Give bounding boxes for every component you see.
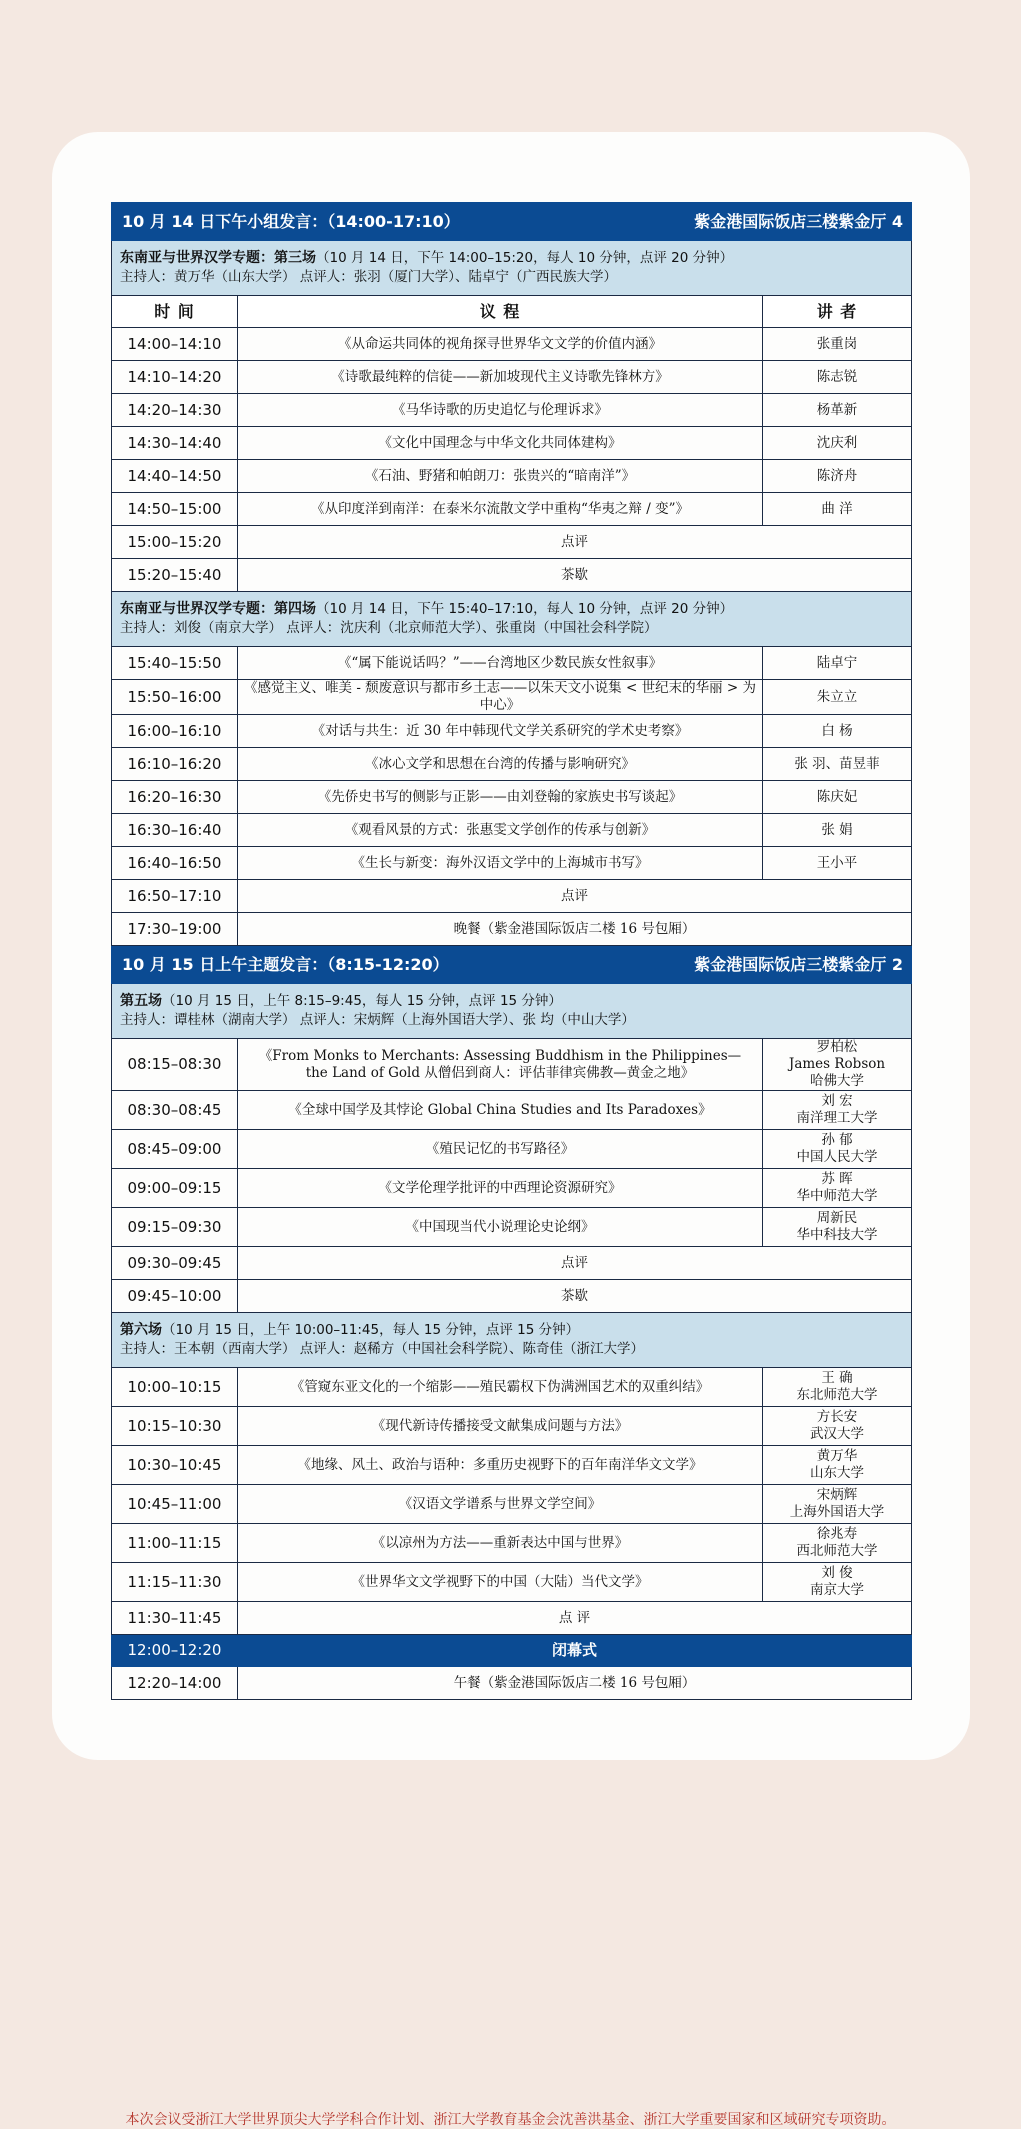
row-talk: 《现代新诗传播接受文献集成问题与方法》 <box>238 1407 763 1446</box>
schedule-row <box>112 1524 912 1563</box>
session-hosts: 主持人：王本朝（西南大学） 点评人：赵稀方（中国社会科学院）、陈奇佳（浙江大学） <box>120 1341 645 1357</box>
schedule-row <box>112 847 912 880</box>
row-talk: 《马华诗歌的历史追忆与伦理诉求》 <box>238 394 763 427</box>
column-speaker: 讲 者 <box>763 296 912 328</box>
row-talk: 《感觉主义、唯美 - 颓废意识与都市乡土志——以朱天文小说集 < 世纪末的华丽 > 为中心》 <box>238 680 763 715</box>
session-header <box>112 241 912 296</box>
schedule-row <box>112 1368 912 1407</box>
row-time: 16:00–16:10 <box>112 715 238 748</box>
row-talk <box>238 1039 763 1091</box>
row-time: 08:30–08:45 <box>112 1091 238 1130</box>
row-speaker: 张 羽、苗昱菲 <box>763 748 912 781</box>
day-title: 10 月 14 日下午小组发言：（14:00-17:10） <box>122 212 460 231</box>
row-speaker: 张 娟 <box>763 814 912 847</box>
row-time: 16:30–16:40 <box>112 814 238 847</box>
schedule-row <box>112 880 912 913</box>
row-speaker <box>763 1485 912 1524</box>
schedule-row <box>112 328 912 361</box>
row-talk: 《汉语文学谱系与世界文学空间》 <box>238 1485 763 1524</box>
row-talk: 闭幕式 <box>238 1635 912 1667</box>
row-time: 09:45–10:00 <box>112 1280 238 1313</box>
day-header <box>112 203 912 241</box>
row-speaker <box>763 1524 912 1563</box>
speaker-line: 周新民 <box>816 1210 858 1226</box>
row-talk: 《从印度洋到南洋：在泰米尔流散文学中重构“华夷之辩 / 变”》 <box>238 493 763 526</box>
row-time: 14:40–14:50 <box>112 460 238 493</box>
speaker-line: 苏 晖 <box>821 1171 853 1187</box>
schedule-row <box>112 1091 912 1130</box>
speaker-line: 刘 俊 <box>821 1565 853 1581</box>
closing-row <box>112 1635 912 1667</box>
speaker-line: 王 确 <box>821 1370 853 1386</box>
row-talk: 《先侨史书写的侧影与正影——由刘登翰的家族史书写谈起》 <box>238 781 763 814</box>
row-talk: 《诗歌最纯粹的信徒——新加坡现代主义诗歌先锋林方》 <box>238 361 763 394</box>
speaker-line: 南洋理工大学 <box>796 1110 878 1126</box>
row-time: 15:00–15:20 <box>112 526 238 559</box>
row-speaker: 陈志锐 <box>763 361 912 394</box>
speaker-line: 上海外国语大学 <box>789 1504 885 1520</box>
row-speaker <box>763 1169 912 1208</box>
schedule-row <box>112 526 912 559</box>
schedule-row <box>112 1563 912 1602</box>
row-talk: 《冰心文学和思想在台湾的传播与影响研究》 <box>238 748 763 781</box>
speaker-line: 方长安 <box>816 1409 858 1425</box>
row-time: 14:20–14:30 <box>112 394 238 427</box>
schedule-row <box>112 559 912 592</box>
row-speaker: 王小平 <box>763 847 912 880</box>
row-time: 15:40–15:50 <box>112 647 238 680</box>
row-time: 10:45–11:00 <box>112 1485 238 1524</box>
schedule-row <box>112 748 912 781</box>
row-speaker <box>763 1039 912 1091</box>
row-talk: 《观看风景的方式：张惠雯文学创作的传承与创新》 <box>238 814 763 847</box>
speaker-line: 黄万华 <box>816 1448 858 1464</box>
schedule-row <box>112 427 912 460</box>
speaker-line: 武汉大学 <box>810 1426 864 1442</box>
row-time: 14:30–14:40 <box>112 427 238 460</box>
row-speaker: 杨革新 <box>763 394 912 427</box>
schedule-row <box>112 361 912 394</box>
speaker-line: 罗柏松 <box>816 1039 858 1055</box>
schedule-row <box>112 781 912 814</box>
speaker-line: James Robson <box>788 1056 886 1072</box>
speaker-line: 孙 郁 <box>821 1132 853 1148</box>
row-talk: 午餐（紫金港国际饭店二楼 16 号包厢） <box>238 1667 912 1700</box>
row-talk: 《世界华文文学视野下的中国（大陆）当代文学》 <box>238 1563 763 1602</box>
row-speaker <box>763 1368 912 1407</box>
row-speaker: 白 杨 <box>763 715 912 748</box>
schedule-row <box>112 1208 912 1247</box>
speaker-line: 西北师范大学 <box>796 1543 878 1559</box>
session-hosts: 主持人：谭桂林（湖南大学） 点评人：宋炳辉（上海外国语大学）、张 均（中山大学） <box>120 1012 635 1028</box>
row-talk: 《以凉州为方法——重新表达中国与世界》 <box>238 1524 763 1563</box>
row-time: 12:20–14:00 <box>112 1667 238 1700</box>
speaker-line: 徐兆寿 <box>816 1526 858 1542</box>
day-venue: 紫金港国际饭店三楼紫金厅 2 <box>694 955 904 974</box>
speaker-line: 山东大学 <box>810 1465 864 1481</box>
row-talk: 《殖民记忆的书写路径》 <box>238 1130 763 1169</box>
schedule-row <box>112 1169 912 1208</box>
schedule-row <box>112 460 912 493</box>
row-time: 12:00–12:20 <box>112 1635 238 1667</box>
session-header <box>112 592 912 647</box>
row-talk: 《从命运共同体的视角探寻世界华文文学的价值内涵》 <box>238 328 763 361</box>
row-time: 16:40–16:50 <box>112 847 238 880</box>
schedule-row <box>112 680 912 715</box>
schedule-row <box>112 814 912 847</box>
session-hosts: 主持人：刘俊（南京大学） 点评人：沈庆利（北京师范大学）、张重岗（中国社会科学院） <box>120 620 658 636</box>
session-header <box>112 1313 912 1368</box>
session-title: 第六场 <box>120 1322 162 1338</box>
schedule-row <box>112 1667 912 1700</box>
row-time: 10:00–10:15 <box>112 1368 238 1407</box>
row-talk-line: the Land of Gold 从僧侣到商人：评估菲律宾佛教—黄金之地》 <box>305 1064 695 1081</box>
session-hosts: 主持人：黄万华（山东大学） 点评人：张羽（厦门大学）、陆卓宁（广西民族大学） <box>120 269 618 285</box>
schedule-row <box>112 1602 912 1635</box>
row-time: 08:15–08:30 <box>112 1039 238 1091</box>
session-title: 第五场 <box>120 993 162 1009</box>
row-speaker: 陆卓宁 <box>763 647 912 680</box>
row-speaker: 曲 洋 <box>763 493 912 526</box>
speaker-line: 刘 宏 <box>821 1093 853 1109</box>
row-talk: 晚餐（紫金港国际饭店二楼 16 号包厢） <box>238 913 912 946</box>
row-time: 15:50–16:00 <box>112 680 238 715</box>
schedule-row <box>112 913 912 946</box>
row-time: 14:50–15:00 <box>112 493 238 526</box>
row-time: 10:30–10:45 <box>112 1446 238 1485</box>
speaker-line: 宋炳辉 <box>816 1487 858 1503</box>
row-talk: 点评 <box>238 880 912 913</box>
day-title: 10 月 15 日上午主题发言：（8:15-12:20） <box>122 955 449 974</box>
speaker-line: 南京大学 <box>810 1582 864 1598</box>
row-talk: 《全球中国学及其悖论 Global China Studies and Its Paradoxes》 <box>238 1091 763 1130</box>
session-info: （10 月 14 日，下午 15:40–17:10，每人 10 分钟，点评 20 分钟） <box>316 601 734 617</box>
row-talk: 《石油、野猪和帕朗刀：张贵兴的“暗南洋”》 <box>238 460 763 493</box>
session-info: （10 月 15 日，上午 10:00–11:45，每人 15 分钟，点评 15 分钟） <box>162 1322 580 1338</box>
row-speaker: 张重岗 <box>763 328 912 361</box>
row-time: 09:15–09:30 <box>112 1208 238 1247</box>
row-speaker: 朱立立 <box>763 680 912 715</box>
funding-note: 本次会议受浙江大学世界顶尖大学学科合作计划、浙江大学教育基金会沈善洪基金、浙江大学重要国家和区域研究专项资助。 <box>125 2112 896 2128</box>
session-title: 东南亚与世界汉学专题：第三场 <box>120 250 316 266</box>
speaker-line: 东北师范大学 <box>796 1387 878 1403</box>
row-talk: 茶歇 <box>238 559 912 592</box>
row-time: 10:15–10:30 <box>112 1407 238 1446</box>
row-talk: 茶歇 <box>238 1280 912 1313</box>
session-title: 东南亚与世界汉学专题：第四场 <box>120 601 316 617</box>
column-header-row <box>112 296 912 328</box>
row-talk: 《文学伦理学批评的中西理论资源研究》 <box>238 1169 763 1208</box>
row-talk: 《生长与新变：海外汉语文学中的上海城市书写》 <box>238 847 763 880</box>
row-time: 08:45–09:00 <box>112 1130 238 1169</box>
row-talk: 《中国现当代小说理论史论纲》 <box>238 1208 763 1247</box>
row-speaker <box>763 1130 912 1169</box>
session-header <box>112 984 912 1039</box>
row-talk: 点评 <box>238 1247 912 1280</box>
row-time: 16:10–16:20 <box>112 748 238 781</box>
schedule-row <box>112 647 912 680</box>
row-speaker: 陈庆妃 <box>763 781 912 814</box>
row-time: 09:30–09:45 <box>112 1247 238 1280</box>
schedule-table <box>111 202 912 1700</box>
schedule-row <box>112 1485 912 1524</box>
schedule-row <box>112 1446 912 1485</box>
day-venue: 紫金港国际饭店三楼紫金厅 4 <box>694 212 904 231</box>
schedule-row <box>112 1247 912 1280</box>
speaker-line: 华中科技大学 <box>796 1227 878 1243</box>
speaker-line: 哈佛大学 <box>810 1073 864 1089</box>
row-time: 11:30–11:45 <box>112 1602 238 1635</box>
schedule-row <box>112 1130 912 1169</box>
day-header <box>112 946 912 984</box>
row-talk: 《管窥东亚文化的一个缩影——殖民霸权下伪满洲国艺术的双重纠结》 <box>238 1368 763 1407</box>
row-talk: 《地缘、风土、政治与语种：多重历史视野下的百年南洋华文文学》 <box>238 1446 763 1485</box>
row-talk: 点 评 <box>238 1602 912 1635</box>
row-time: 17:30–19:00 <box>112 913 238 946</box>
schedule-row <box>112 493 912 526</box>
column-time: 时 间 <box>112 296 238 328</box>
row-talk: 点评 <box>238 526 912 559</box>
schedule-row <box>112 1407 912 1446</box>
row-speaker: 沈庆利 <box>763 427 912 460</box>
speaker-line: 中国人民大学 <box>796 1149 878 1165</box>
row-time: 14:10–14:20 <box>112 361 238 394</box>
row-time: 16:20–16:30 <box>112 781 238 814</box>
row-talk-line: 《From Monks to Merchants: Assessing Buddhism in the Philippines— <box>258 1047 742 1064</box>
schedule-row <box>112 1039 912 1091</box>
row-time: 16:50–17:10 <box>112 880 238 913</box>
row-talk: 《“属下能说话吗？”——台湾地区少数民族女性叙事》 <box>238 647 763 680</box>
row-time: 14:00–14:10 <box>112 328 238 361</box>
row-time: 09:00–09:15 <box>112 1169 238 1208</box>
schedule-row <box>112 1280 912 1313</box>
schedule-row <box>112 394 912 427</box>
row-talk: 《文化中国理念与中华文化共同体建构》 <box>238 427 763 460</box>
row-speaker <box>763 1407 912 1446</box>
session-info: （10 月 15 日，上午 8:15–9:45，每人 15 分钟，点评 15 分钟） <box>162 993 562 1009</box>
row-time: 15:20–15:40 <box>112 559 238 592</box>
row-talk: 《对话与共生：近 30 年中韩现代文学关系研究的学术史考察》 <box>238 715 763 748</box>
row-speaker <box>763 1446 912 1485</box>
speaker-line: 华中师范大学 <box>796 1188 878 1204</box>
column-agenda: 议 程 <box>238 296 763 328</box>
row-speaker <box>763 1091 912 1130</box>
row-time: 11:15–11:30 <box>112 1563 238 1602</box>
schedule-row <box>112 715 912 748</box>
row-speaker: 陈济舟 <box>763 460 912 493</box>
session-info: （10 月 14 日，下午 14:00–15:20，每人 10 分钟，点评 20 分钟） <box>316 250 734 266</box>
row-speaker <box>763 1563 912 1602</box>
row-speaker <box>763 1208 912 1247</box>
row-time: 11:00–11:15 <box>112 1524 238 1563</box>
